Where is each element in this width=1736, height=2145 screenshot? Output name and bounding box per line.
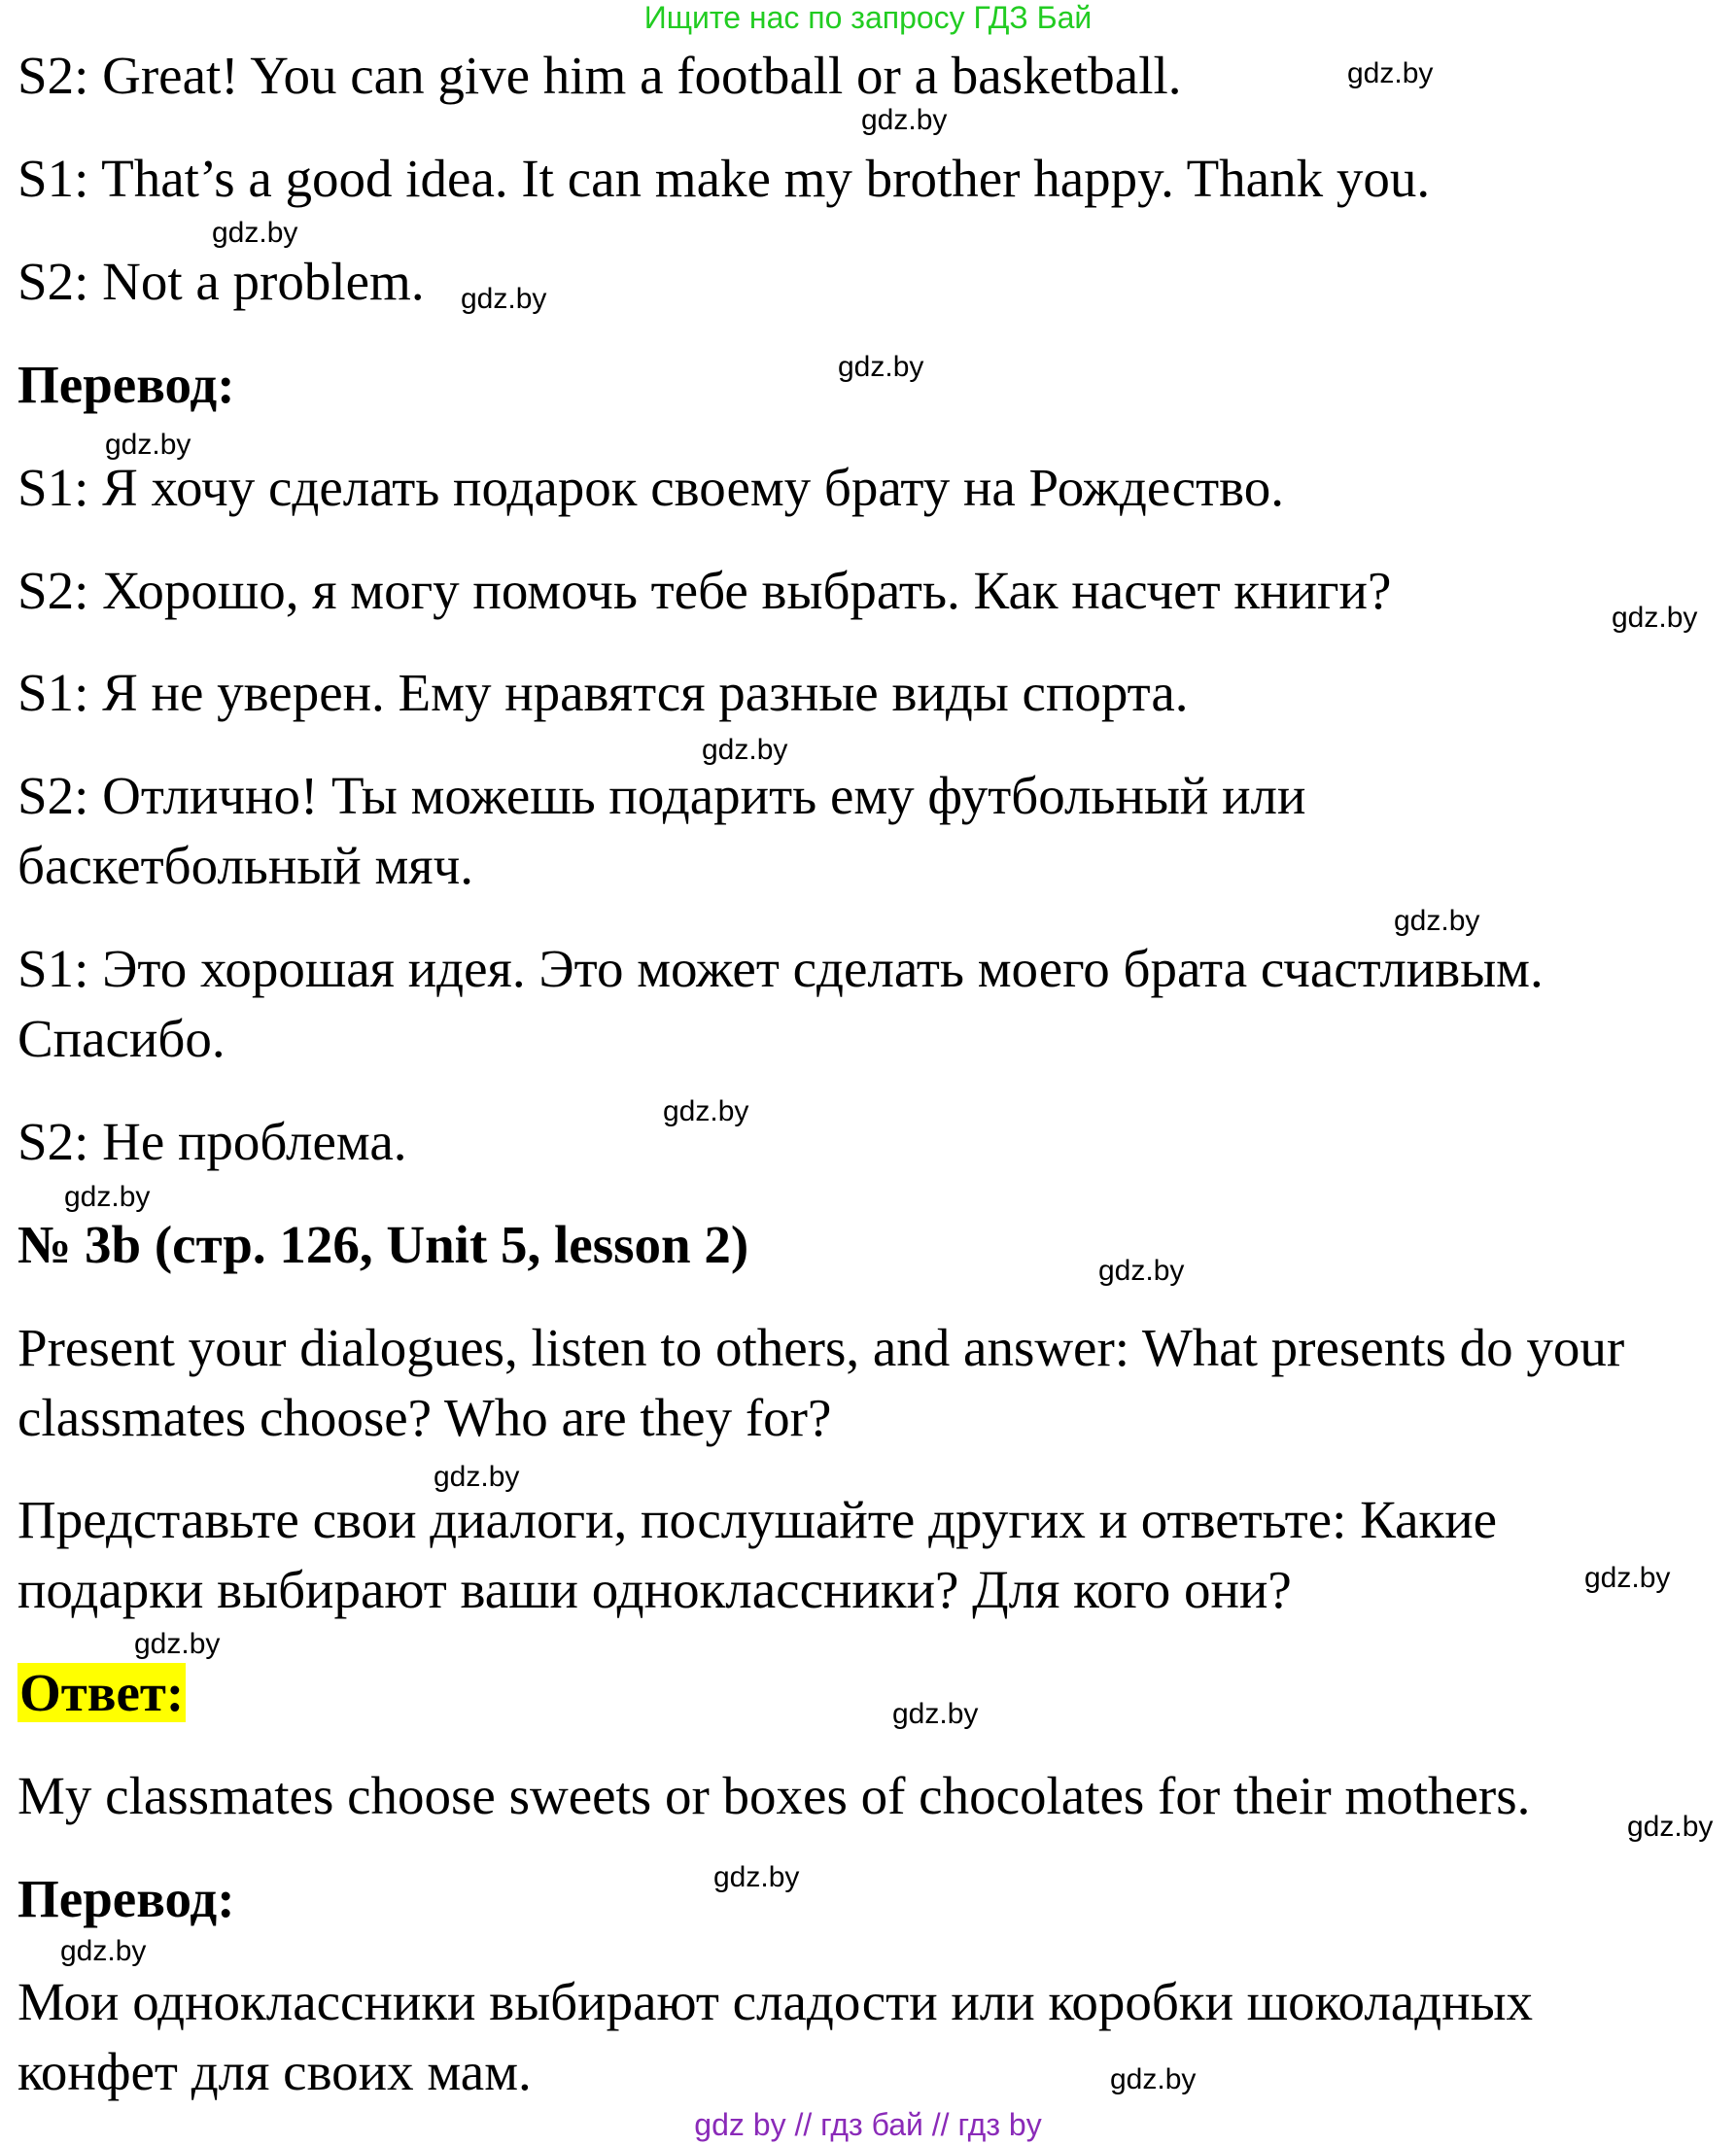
watermark: gdz.by <box>64 1181 151 1213</box>
translation-heading: Перевод: <box>17 1869 235 1928</box>
translation-line: S2: Отлично! Ты можешь подарить ему футбольный или <box>17 766 1306 825</box>
translation-line: Мои одноклассники выбирают сладости или коробки шоколадных <box>17 1972 1534 2031</box>
watermark: gdz.by <box>713 1861 800 1893</box>
task-instruction-ru: Представьте свои диалоги, послушайте других и ответьте: Какие <box>17 1490 1498 1549</box>
watermark: gdz.by <box>861 104 948 136</box>
task-instruction-ru: подарки выбирают ваши одноклассники? Для кого они? <box>17 1560 1292 1619</box>
watermark: gdz.by <box>105 429 191 461</box>
answer-text: My classmates choose sweets or boxes of chocolates for their mothers. <box>17 1766 1531 1825</box>
footer-links[interactable]: gdz by // гдз бай // гдз by <box>694 2107 1042 2142</box>
watermark: gdz.by <box>134 1628 221 1660</box>
translation-line: Спасибо. <box>17 1009 226 1068</box>
translation-line: S2: Не проблема. <box>17 1112 407 1171</box>
translation-line: S1: Я хочу сделать подарок своему брату на Рождество. <box>17 458 1284 517</box>
watermark: gdz.by <box>1347 57 1434 89</box>
watermark: gdz.by <box>892 1698 979 1730</box>
watermark: gdz.by <box>702 734 788 766</box>
dialogue-line-s2-great: S2: Great! You can give him a football or a basketball. <box>17 46 1182 105</box>
translation-line: баскетбольный мяч. <box>17 836 473 895</box>
watermark: gdz.by <box>461 283 547 315</box>
watermark: gdz.by <box>1627 1811 1714 1843</box>
translation-heading: Перевод: <box>17 355 235 414</box>
translation-line: конфет для своих мам. <box>17 2042 532 2101</box>
watermark: gdz.by <box>1584 1562 1671 1594</box>
task-title: № 3b (стр. 126, Unit 5, lesson 2) <box>17 1215 749 1274</box>
watermark: gdz.by <box>838 351 924 383</box>
translation-line: S2: Хорошо, я могу помочь тебе выбрать. Как насчет книги? <box>17 561 1392 620</box>
watermark: gdz.by <box>434 1461 520 1493</box>
task-instruction-en: Present your dialogues, listen to others, and answer: What presents do your <box>17 1318 1625 1377</box>
watermark: gdz.by <box>1110 2063 1197 2095</box>
translation-line: S1: Это хорошая идея. Это может сделать моего брата счастливым. <box>17 939 1544 998</box>
watermark: gdz.by <box>60 1935 147 1967</box>
watermark: gdz.by <box>212 217 298 249</box>
translation-line: S1: Я не уверен. Ему нравятся разные виды спорта. <box>17 663 1189 722</box>
answer-heading-highlight: Ответ: <box>19 1663 185 1722</box>
task-instruction-en: classmates choose? Who are they for? <box>17 1388 832 1447</box>
watermark: gdz.by <box>1394 905 1480 937</box>
watermark: gdz.by <box>663 1095 749 1127</box>
watermark: gdz.by <box>1612 602 1698 634</box>
dialogue-line-s1-good-idea: S1: That’s a good idea. It can make my brother happy. Thank you. <box>17 149 1431 208</box>
dialogue-line-s2-not-a-problem: S2: Not a problem. <box>17 252 425 311</box>
answer-heading <box>17 1658 186 1728</box>
search-hint-banner[interactable]: Ищите нас по запросу ГДЗ Бай <box>643 0 1093 35</box>
watermark: gdz.by <box>1098 1255 1185 1287</box>
